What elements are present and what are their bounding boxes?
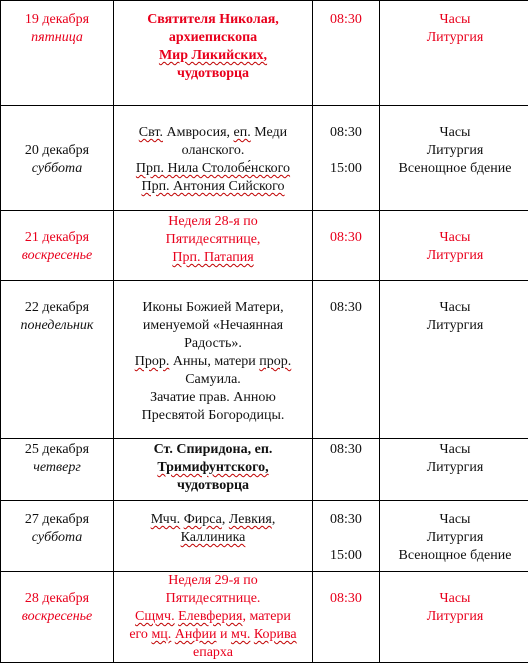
service-cell (380, 572, 528, 663)
table-row (1, 1, 528, 106)
table-row (1, 211, 528, 281)
time-cell (313, 439, 380, 501)
table-row (1, 439, 528, 501)
date-cell (1, 1, 114, 106)
saint-line: Прп. Нила Столобе́нского (114, 160, 312, 178)
service-name: Часы (380, 124, 528, 142)
saint-line: Пресвятой Богородицы. (114, 407, 312, 425)
service-name: Литургия (380, 608, 528, 626)
table-row (1, 572, 528, 663)
service-name: Часы (380, 299, 528, 317)
saint-cell (114, 211, 313, 281)
saint-line: именуемой «Нечаянная (114, 317, 312, 335)
date: 25 декабря (1, 441, 113, 459)
service-name: Литургия (380, 529, 528, 547)
service-time: 08:30 (313, 11, 379, 29)
service-cell (380, 281, 528, 439)
saint-line: Пятидесятнице. (114, 590, 312, 608)
service-name: Часы (380, 11, 528, 29)
weekday: понедельник (1, 317, 113, 335)
saint-cell (114, 501, 313, 572)
date-cell (1, 439, 114, 501)
saint-cell (114, 439, 313, 501)
saint-line: Самуила. (114, 371, 312, 389)
date-cell (1, 281, 114, 439)
service-cell (380, 439, 528, 501)
saint-line: Прор. Анны, матери прор. (114, 353, 312, 371)
time-cell (313, 281, 380, 439)
service-name: Литургия (380, 317, 528, 335)
service-time: 08:30 (313, 590, 379, 608)
saint-line: чудотворца (114, 65, 312, 83)
service-time: 08:30 (313, 511, 379, 529)
saint-cell (114, 106, 313, 211)
saint-line: Святителя Николая, (114, 11, 312, 29)
weekday: четверг (1, 459, 113, 477)
saint-line: Каллиника (114, 529, 312, 547)
date: 22 декабря (1, 299, 113, 317)
weekday: суббота (1, 529, 113, 547)
date-cell (1, 211, 114, 281)
service-cell (380, 211, 528, 281)
saint-cell (114, 1, 313, 106)
saint-line: Свт. Амвросия, еп. Меди (114, 124, 312, 142)
date-cell (1, 572, 114, 663)
saint-line: оланского. (114, 142, 312, 160)
time-cell (313, 211, 380, 281)
table-row (1, 501, 528, 572)
service-time: 08:30 (313, 124, 379, 142)
service-time: 08:30 (313, 229, 379, 247)
saint-line: Неделя 28-я по (114, 213, 312, 231)
date: 21 декабря (1, 229, 113, 247)
service-cell (380, 1, 528, 106)
service-time: 15:00 (313, 547, 379, 565)
service-name: Всенощное бдение (380, 547, 528, 565)
saint-line: архиепископа (114, 29, 312, 47)
service-name: Литургия (380, 142, 528, 160)
service-time: 08:30 (313, 299, 379, 317)
time-cell (313, 501, 380, 572)
weekday: воскресенье (1, 608, 113, 626)
weekday: пятница (1, 29, 113, 47)
saint-line: Сщмч. Елевферия, матери (114, 608, 312, 626)
service-name: Часы (380, 441, 528, 459)
saint-line: Иконы Божией Матери, (114, 299, 312, 317)
service-name: Часы (380, 511, 528, 529)
date: 20 декабря (1, 142, 113, 160)
saint-cell (114, 572, 313, 663)
saint-line: Прп. Патапия (114, 249, 312, 267)
date: 19 декабря (1, 11, 113, 29)
saint-line: Радость». (114, 335, 312, 353)
weekday: воскресенье (1, 247, 113, 265)
saint-line: Ст. Спиридона, еп. (114, 441, 312, 459)
service-time: 15:00 (313, 160, 379, 178)
table-row (1, 281, 528, 439)
service-name: Литургия (380, 29, 528, 47)
saint-line: Пятидесятнице, (114, 231, 312, 249)
service-time: 08:30 (313, 441, 379, 459)
saint-line: Прп. Антония Сийского (114, 178, 312, 196)
date-cell (1, 501, 114, 572)
time-cell (313, 1, 380, 106)
weekday: суббота (1, 160, 113, 178)
service-name: Литургия (380, 459, 528, 477)
saint-line: епарха (114, 644, 312, 662)
time-cell (313, 106, 380, 211)
saint-cell (114, 281, 313, 439)
service-name: Часы (380, 229, 528, 247)
service-cell (380, 501, 528, 572)
table-row (1, 106, 528, 211)
service-name: Часы (380, 590, 528, 608)
saint-line: Тримифунтского, (114, 459, 312, 477)
saint-line: Зачатие прав. Анною (114, 389, 312, 407)
service-cell (380, 106, 528, 211)
saint-line: чудотворца (114, 477, 312, 495)
date-cell (1, 106, 114, 211)
saint-line: его мц. Анфии и мч. Корива (114, 626, 312, 644)
saint-line: Мчч. Фирса, Левкия, (114, 511, 312, 529)
time-cell (313, 572, 380, 663)
date: 27 декабря (1, 511, 113, 529)
saint-line: Неделя 29-я по (114, 572, 312, 590)
date: 28 декабря (1, 590, 113, 608)
saint-line: Мир Ликийских, (114, 47, 312, 65)
service-name: Всенощное бдение (380, 160, 528, 178)
service-name: Литургия (380, 247, 528, 265)
